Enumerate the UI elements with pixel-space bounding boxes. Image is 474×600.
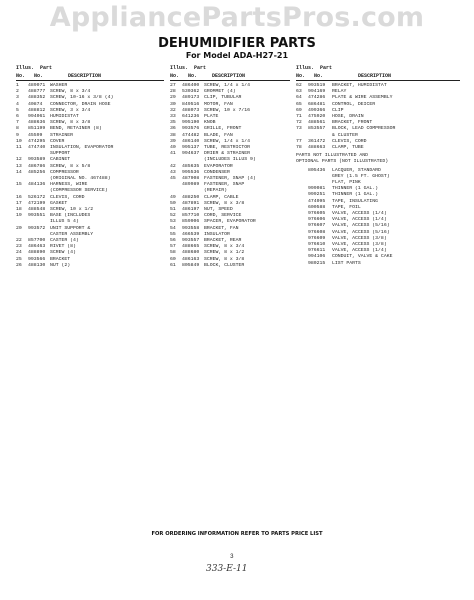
part-description: CASTER (4): [50, 238, 79, 244]
part-no: 993558: [182, 225, 200, 231]
illus-no: 65: [296, 101, 302, 107]
part-description: SCREW, 8 x 5/8: [50, 163, 91, 169]
part-description: HARNESS, WIRE: [50, 182, 88, 188]
part-no: 995190: [182, 120, 200, 126]
illus-no: 49: [170, 194, 176, 200]
illus-no: 20: [16, 225, 22, 231]
illus-no: 51: [170, 207, 176, 213]
illus-no: 41: [170, 151, 176, 157]
part-no: 474482: [182, 132, 200, 138]
ordering-footer: FOR ORDERING INFORMATION REFER TO PARTS PRICE LIST: [151, 531, 323, 537]
illus-no: 28: [170, 89, 176, 95]
illus-no: 16: [16, 194, 22, 200]
part-no: 980215: [308, 260, 326, 266]
part-description: INSULATION, EVAPORATOR: [50, 145, 114, 151]
illus-no: 10: [16, 138, 22, 144]
part-no: 805436: [308, 167, 326, 173]
part-no: 805849: [182, 262, 200, 268]
illus-no: 77: [296, 138, 302, 144]
part-description: SCREW (4): [50, 250, 76, 256]
part-description: HUMIDISTAT: [50, 114, 79, 120]
part-description: VALVE, ACCESS (3/8): [332, 242, 387, 248]
part-no: 976611: [308, 248, 326, 254]
part-description: VALVE, ACCESS (5/16): [332, 229, 390, 235]
illus-no: 7: [16, 120, 19, 126]
column-header: [170, 63, 290, 81]
part-no: 40874: [28, 101, 43, 107]
part-no: 486163: [182, 256, 200, 262]
part-no: 486140: [182, 138, 200, 144]
part-no: 488812: [28, 107, 46, 113]
part-no: 474295: [28, 138, 46, 144]
illus-no: [296, 261, 308, 267]
illus-no: 15: [16, 182, 22, 188]
illus-no: 6: [16, 114, 19, 120]
part-description: CONDUIT, VALVE & CAKE: [332, 254, 393, 260]
header-illus-part: Illus. Part: [296, 65, 333, 71]
handwritten-code: 333-E-11: [206, 564, 248, 574]
illus-no: 39: [170, 138, 176, 144]
part-description: CLAMP, CABLE: [204, 194, 239, 200]
part-description: SCREW, 8 x 3/8: [204, 256, 245, 262]
header-no: No. No.: [170, 73, 198, 79]
part-description: SCREW, 8 x 3/4: [204, 244, 245, 250]
illus-no: 22: [16, 238, 22, 244]
illus-no: 25: [16, 256, 22, 262]
part-description: STRAINER: [50, 132, 74, 138]
illus-no: 43: [170, 169, 176, 175]
part-no: 488130: [28, 262, 46, 268]
part-no: 486400: [182, 83, 200, 88]
header-no: No. No.: [16, 73, 44, 79]
part-no: 641236: [182, 114, 200, 120]
page-number: 3: [230, 553, 234, 560]
part-description: BRACKET: [50, 256, 71, 262]
illus-no: 36: [170, 126, 176, 132]
illus-no: 2: [16, 89, 19, 95]
part-description: LACQUER, STANDARD: [332, 167, 381, 173]
illus-no: 52: [170, 213, 176, 219]
part-no: 488636: [28, 120, 46, 126]
part-description: UNIT SUPPORT &: [50, 225, 91, 231]
part-description: CONNECTOR, DRAIN HOSE: [50, 101, 111, 107]
illus-no: 40: [170, 145, 176, 151]
part-description: VALVE, ACCESS (1/4): [332, 217, 387, 223]
part-description: CLIP, TUBULAR: [204, 95, 242, 101]
part-no: 994106: [308, 254, 326, 260]
part-no: 999081: [308, 186, 326, 192]
part-description: SCREW, 10-16 x 3/8 (4): [50, 95, 114, 101]
parts-column-3: [296, 63, 460, 267]
illus-no: 64: [296, 95, 302, 101]
part-no: 686481: [308, 101, 326, 107]
part-no: 488777: [28, 89, 46, 95]
part-description: COMPRESSOR: [50, 169, 79, 175]
part-description: SCREW, 1/4 x 1/4: [204, 138, 251, 144]
illus-no: 69: [296, 107, 302, 113]
part-no: 472199: [28, 200, 46, 206]
illus-no: 78: [296, 145, 302, 151]
not-illustrated-note-line: OPTIONAL PARTS (NOT ILLUSTRATED): [296, 159, 389, 165]
illus-no: 9: [16, 132, 19, 138]
part-no: 600588: [308, 204, 326, 210]
illus-no: 35: [170, 120, 176, 126]
illus-no: 13: [16, 163, 22, 169]
illus-no: 30: [170, 101, 176, 107]
illus-no: 33: [170, 114, 176, 120]
part-description: CABINET: [50, 157, 71, 163]
part-no: 993576: [182, 126, 200, 132]
illus-no: 42: [170, 163, 176, 169]
illus-no: 73: [296, 126, 302, 132]
part-description: EVAPORATOR: [204, 163, 233, 169]
illus-no: 57: [170, 244, 176, 250]
part-no: 976605: [308, 211, 326, 217]
part-no: 995536: [182, 169, 200, 175]
parts-list: [296, 83, 460, 151]
part-description: CASTER ASSEMBLY: [50, 231, 94, 237]
parts-column-1: [16, 63, 164, 269]
illus-no: 26: [16, 262, 22, 268]
part-no: 488250: [182, 194, 200, 200]
part-no: 488561: [308, 120, 326, 126]
part-description: GROMMET (4): [204, 89, 236, 95]
part-description: BRACKET, REAR: [204, 238, 242, 244]
part-description: PLATE: [204, 114, 219, 120]
part-description: CLIP: [332, 107, 344, 113]
part-no: 488890: [28, 250, 46, 256]
illus-no: 58: [170, 250, 176, 256]
part-description: VALVE, ACCESS (5/16): [332, 223, 390, 229]
part-description: CLEVIS, CORD: [50, 194, 85, 200]
illus-no: 18: [16, 207, 22, 213]
part-no: 994637: [182, 151, 200, 157]
part-description: SUPPORT: [50, 151, 71, 157]
part-no: 853557: [308, 126, 326, 132]
illus-no: 72: [296, 120, 302, 126]
parts-list: [16, 83, 164, 269]
illus-no: 4: [16, 101, 19, 107]
illus-no: 55: [170, 231, 176, 237]
header-illus-part: Illus. Part: [170, 65, 207, 71]
part-description: VALVE, ACCESS (1/4): [332, 211, 387, 217]
header-illus-part: Illus. Part: [16, 65, 53, 71]
part-description: BRACKET, HUMIDISTAT: [332, 83, 387, 88]
illus-no: 1: [16, 83, 19, 88]
part-no: 487908: [182, 176, 200, 182]
part-no: 993519: [308, 83, 326, 88]
part-description: LIST PARTS: [332, 260, 361, 266]
part-no: 857700: [28, 238, 46, 244]
watermark: AppliancePartsPros.com: [49, 2, 425, 33]
part-no: 994169: [308, 89, 326, 95]
illus-no: 61: [170, 262, 176, 268]
part-description: SPACER, EVAPORATOR: [204, 219, 256, 225]
part-no: 45599: [28, 132, 43, 138]
part-no: 487891: [182, 200, 200, 206]
part-no: 976608: [308, 229, 326, 235]
part-row: [170, 263, 290, 269]
illus-no: 32: [170, 107, 176, 113]
parts-column-2: [170, 63, 290, 269]
page-title: DEHUMIDIFIER PARTS: [158, 36, 316, 51]
illus-no: 63: [296, 89, 302, 95]
illus-no: 60: [170, 256, 176, 262]
part-no: 489071: [28, 83, 46, 88]
illus-no: 50: [170, 200, 176, 206]
part-description: & CLUSTER: [332, 132, 358, 138]
header-description: DESCRIPTION: [68, 73, 102, 79]
part-no: 488680: [182, 250, 200, 256]
illus-no: 62: [296, 83, 302, 88]
header-description: DESCRIPTION: [212, 73, 246, 79]
part-no: 993589: [28, 157, 46, 163]
part-description: BEND, RETAINER (8): [50, 126, 102, 132]
part-no: 994061: [28, 114, 46, 120]
part-description: SCREW, 1/4 x 1/4: [204, 83, 251, 88]
part-description: COVER: [50, 138, 65, 144]
part-description: RELAY: [332, 89, 347, 95]
part-description: CLAMP, TUBE: [332, 145, 364, 151]
part-no: 993566: [28, 256, 46, 262]
part-description: SCREW, 8 x 3/4: [50, 89, 91, 95]
part-description: BLOCK, CLUSTER: [204, 262, 245, 268]
part-description: BASE (INCLUDES: [50, 213, 91, 219]
part-no: 995137: [182, 145, 200, 151]
illus-no: 29: [170, 95, 176, 101]
part-description: CORD, SERVICE: [204, 213, 242, 219]
part-row: [296, 145, 460, 151]
part-no: 851199: [28, 126, 46, 132]
illus-no: 45: [170, 176, 176, 182]
part-no: 486786: [28, 163, 46, 169]
illus-no: 53: [170, 219, 176, 225]
parts-list: [170, 83, 290, 269]
part-description: TUBE, RESTRICTOR: [204, 145, 251, 151]
illus-no: 5: [16, 107, 19, 113]
part-description: GASKET: [50, 200, 68, 206]
header-no: No. No.: [296, 73, 324, 79]
part-description: GREY (1.5 FT. GHOST): [332, 173, 390, 179]
part-description: (COMPRESSOR SERVICE): [50, 188, 108, 194]
illus-no: 71: [296, 114, 302, 120]
part-no: 361472: [308, 138, 326, 144]
part-description: VALVE, ACCESS (3/8): [332, 235, 387, 241]
part-description: SCREW, 8 x 3/8: [50, 120, 91, 126]
part-description: INSULATOR: [204, 231, 230, 237]
part-no: 485256: [28, 169, 46, 175]
part-no: 993572: [28, 225, 46, 231]
part-description: THINNER (1 GAL.): [332, 192, 379, 198]
part-no: 488073: [182, 107, 200, 113]
part-description: (REPAIR): [204, 188, 228, 194]
part-description: RIVET (8): [50, 244, 76, 250]
not-illustrated-note-line: PARTS NOT ILLUSTRATED AND: [296, 153, 368, 159]
column-header: [296, 63, 460, 81]
part-row: [296, 261, 460, 267]
illus-no: 54: [170, 225, 176, 231]
part-description: WASHER: [50, 83, 68, 88]
part-description: SCREW, 3 x 3/4: [50, 107, 91, 113]
part-description: BRACKET, FAN: [204, 225, 239, 231]
part-no: 489989: [182, 182, 200, 188]
part-no: 530362: [182, 89, 200, 95]
optional-parts-list: [296, 168, 460, 267]
part-description: ILLUS 5 4): [50, 219, 79, 225]
part-description: BLOCK, LEAD COMPRESSOR: [332, 126, 396, 132]
part-no: 488548: [28, 207, 46, 213]
model-subtitle: For Model ADA-H27-21: [185, 51, 289, 60]
part-description: KNOB: [204, 120, 216, 126]
part-no: 484136: [28, 182, 46, 188]
illus-no: 24: [16, 250, 22, 256]
part-no: 976609: [308, 235, 326, 241]
part-no: 526172: [28, 194, 46, 200]
part-description: FLAT, PINK: [332, 180, 361, 186]
part-no: 976607: [308, 223, 326, 229]
part-description: DRIER & STRAINER: [204, 151, 251, 157]
illus-no: 19: [16, 213, 22, 219]
part-description: FASTENER, SNAP (4): [204, 176, 256, 182]
part-description: GRILLE, FRONT: [204, 126, 242, 132]
part-description: FASTENER, SNAP: [204, 182, 245, 188]
illus-no: 56: [170, 238, 176, 244]
part-no: 486463: [28, 244, 46, 250]
part-no: 474740: [28, 145, 46, 151]
part-no: 993557: [182, 238, 200, 244]
part-no: 859906: [182, 219, 200, 225]
part-no: 976606: [308, 217, 326, 223]
part-description: (ORIGINAL NO. 467488): [50, 176, 111, 182]
part-description: (INCLUDES ILLUS 9): [204, 157, 256, 163]
part-description: SCREW, 8 x 1/2: [204, 250, 245, 256]
part-description: CONTROL, DEICER: [332, 101, 376, 107]
part-no: 849516: [182, 101, 200, 107]
column-header: [16, 63, 164, 81]
part-no: 499366: [308, 107, 326, 113]
part-description: TAPE, INSULATING: [332, 198, 379, 204]
part-description: THINNER (1 GAL.): [332, 186, 379, 192]
illus-no: 3: [16, 95, 19, 101]
illus-no: 17: [16, 200, 22, 206]
illus-no: 38: [170, 132, 176, 138]
part-no: 993551: [28, 213, 46, 219]
part-description: PLATE & WIRE ASSEMBLY: [332, 95, 393, 101]
part-row: [16, 263, 164, 269]
part-no: 488352: [28, 95, 46, 101]
part-no: 486197: [182, 207, 200, 213]
part-description: SCREW, 8 x 3/8: [204, 200, 245, 206]
part-description: TAPE, FOIL: [332, 204, 361, 210]
part-description: VALVE, ACCESS (1/4): [332, 248, 387, 254]
part-description: NUT (2): [50, 262, 71, 268]
part-description: CLEVIS, CORD: [332, 138, 367, 144]
part-no: 488665: [182, 244, 200, 250]
part-no: 474095: [308, 198, 326, 204]
illus-no: 27: [170, 83, 176, 88]
part-no: 489173: [182, 95, 200, 101]
part-description: HOSE, DRAIN: [332, 114, 364, 120]
part-no: 485635: [182, 163, 200, 169]
part-description: SCREW, 10 x 1/2: [50, 207, 94, 213]
part-description: SCREW, 10 x 7/16: [204, 107, 251, 113]
part-no: 976610: [308, 242, 326, 248]
illus-no: 8: [16, 126, 19, 132]
illus-no: 11: [16, 145, 22, 151]
part-description: BLADE, FAN: [204, 132, 233, 138]
part-no: 857710: [182, 213, 200, 219]
illus-no: 12: [16, 157, 22, 163]
part-description: BRACKET, FRONT: [332, 120, 373, 126]
part-description: NUT, SPEED: [204, 207, 233, 213]
illus-no: 14: [16, 169, 22, 175]
part-no: 488663: [308, 145, 326, 151]
part-no: 999251: [308, 192, 326, 198]
part-description: MOTOR, FAN: [204, 101, 233, 107]
illus-no: 23: [16, 244, 22, 250]
part-no: 474286: [308, 95, 326, 101]
header-description: DESCRIPTION: [358, 73, 392, 79]
part-description: CONDENSER: [204, 169, 230, 175]
part-no: 475920: [308, 114, 326, 120]
part-no: 466539: [182, 231, 200, 237]
